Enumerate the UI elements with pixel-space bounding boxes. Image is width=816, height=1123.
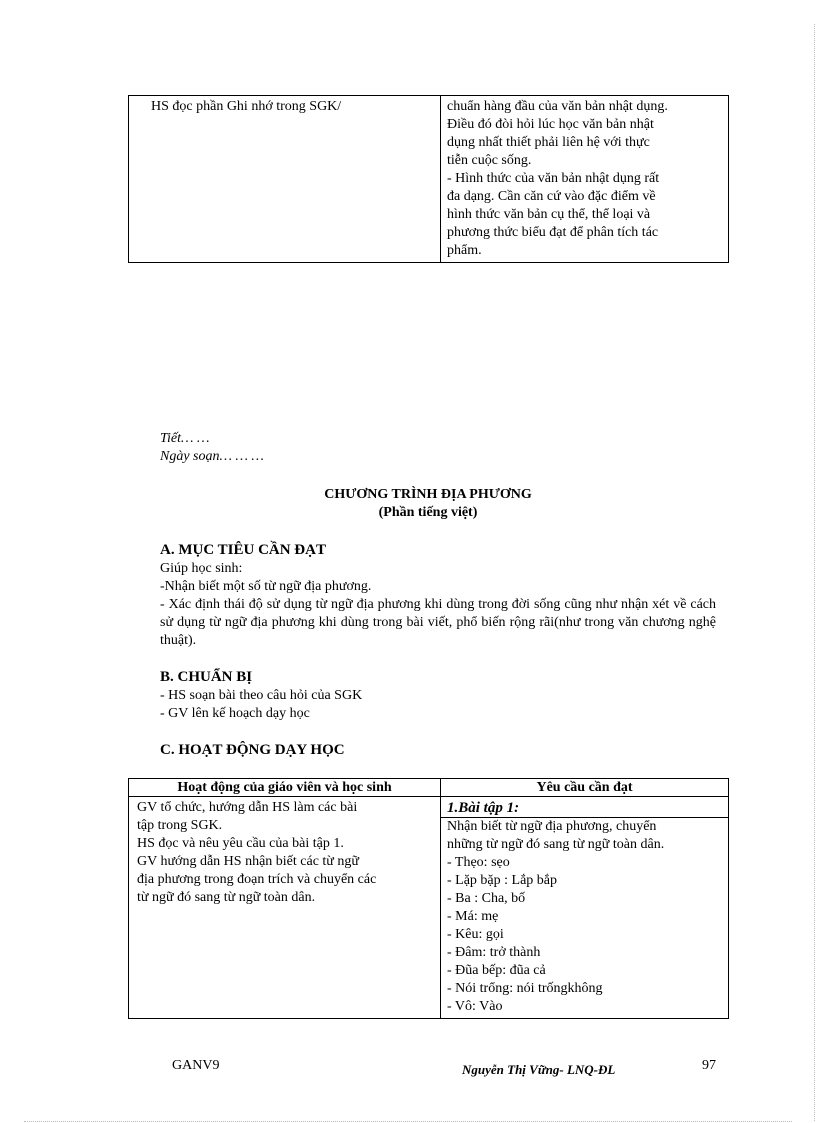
document-title: CHƯƠNG TRÌNH ĐỊA PHƯƠNG <box>324 487 532 502</box>
top-table-right-line: hình thức văn bản cụ thể, thể loại và <box>447 207 651 222</box>
top-table-right-line: - Hình thức của văn bản nhật dụng rất <box>447 171 660 186</box>
activity-col1-line: HS đọc và nêu yêu cầu của bài tập 1. <box>137 836 344 851</box>
activity-col2-cell <box>441 797 729 1019</box>
top-table-right-line: đa dạng. Cần căn cứ vào đặc điểm về <box>447 189 656 204</box>
lesson-date: Ngày soạn… … … <box>160 449 264 464</box>
top-table-right-line: dụng nhất thiết phải liên hệ với thực <box>447 135 650 150</box>
top-table-right-line: tiễn cuộc sống. <box>447 153 532 168</box>
section-a-heading: A. MỤC TIÊU CẦN ĐẠT <box>160 542 326 558</box>
activity-col1-line: GV tổ chức, hướng dẫn HS làm các bài <box>137 800 358 815</box>
exercise-1-item: - Má: mẹ <box>447 909 499 924</box>
section-b-heading: B. CHUẨN BỊ <box>160 669 253 685</box>
section-a-line: Giúp học sinh: <box>160 561 243 576</box>
activity-col1-line: GV hướng dẫn HS nhận biết các từ ngữ <box>137 854 359 869</box>
section-b <box>160 668 716 723</box>
section-a-line: - Xác định thái độ sử dụng từ ngữ địa phương khi dùng trong đời sống cũng như nhận xét về cách sử dụng từ ngữ địa phương khi dùng trong bài viết, phổ biến rộng rãi(như trong văn chương nghệ thuật). <box>160 597 716 648</box>
document-subtitle: (Phần tiếng việt) <box>378 505 478 520</box>
exercise-1-item: - Vô: Vào <box>447 999 503 1014</box>
exercise-1-item: - Đâm: trở thành <box>447 945 541 960</box>
section-a <box>160 541 716 650</box>
top-table-left-cell <box>129 96 441 263</box>
footer-left: GANV9 <box>172 1058 220 1073</box>
activity-col1-header: Hoạt động của giáo viên và học sinh <box>129 779 441 797</box>
activity-col1-cell <box>129 797 441 1019</box>
section-a-line: -Nhận biết một số từ ngữ địa phương. <box>160 579 372 594</box>
exercise-1-intro-line: Nhận biết từ ngữ địa phương, chuyển <box>447 819 657 834</box>
lesson-period: Tiết… … <box>160 431 210 446</box>
activity-col1-line: tập trong SGK. <box>137 818 223 833</box>
section-b-line: - GV lên kế hoạch dạy học <box>160 706 310 721</box>
exercise-1-item: - Đũa bếp: đũa cả <box>447 963 546 978</box>
page-edge-bottom <box>24 1121 792 1122</box>
exercise-1-item: - Nói trổng: nói trốngkhông <box>447 981 603 996</box>
activity-col2-header: Yêu cầu cần đạt <box>441 779 729 797</box>
document-title-block <box>128 486 728 522</box>
exercise-1-item: - Ba : Cha, bố <box>447 891 526 906</box>
activity-table-header-row <box>129 779 729 797</box>
exercise-1-intro-line: những từ ngữ đó sang từ ngữ toàn dân. <box>447 837 665 852</box>
top-table-right-line: phương thức biểu đạt để phân tích tác <box>447 225 659 240</box>
top-table <box>128 95 729 263</box>
exercise-1-item: - Lặp bặp : Lắp bắp <box>447 873 558 888</box>
activity-col1-line: từ ngữ đó sang từ ngữ toàn dân. <box>137 890 316 905</box>
top-table-left-text: HS đọc phần Ghi nhớ trong SGK/ <box>151 99 342 114</box>
page-edge-right <box>814 24 815 1121</box>
section-c <box>160 741 345 760</box>
lesson-header <box>160 430 264 466</box>
top-table-right-line: Điều đó đòi hỏi lúc học văn bản nhật <box>447 117 654 132</box>
exercise-1-item: - Kêu: gọi <box>447 927 504 942</box>
activity-table <box>128 778 729 1019</box>
section-c-heading: C. HOẠT ĐỘNG DẠY HỌC <box>160 742 345 758</box>
exercise-1-title: 1.Bài tập 1: <box>441 799 728 818</box>
footer-author: Nguyễn Thị Vững- LNQ-ĐL <box>462 1062 616 1077</box>
top-table-right-line: chuẩn hàng đầu của văn bản nhật dụng. <box>447 99 668 114</box>
section-b-line: - HS soạn bài theo câu hỏi của SGK <box>160 688 363 703</box>
activity-col1-line: địa phương trong đoạn trích và chuyển các <box>137 872 377 887</box>
top-table-right-line: phẩm. <box>447 243 482 258</box>
top-table-right-cell <box>441 96 729 263</box>
footer-page-number: 97 <box>702 1058 716 1073</box>
exercise-1-item: - Thẹo: sẹo <box>447 855 510 870</box>
activity-table-row <box>129 797 729 1019</box>
